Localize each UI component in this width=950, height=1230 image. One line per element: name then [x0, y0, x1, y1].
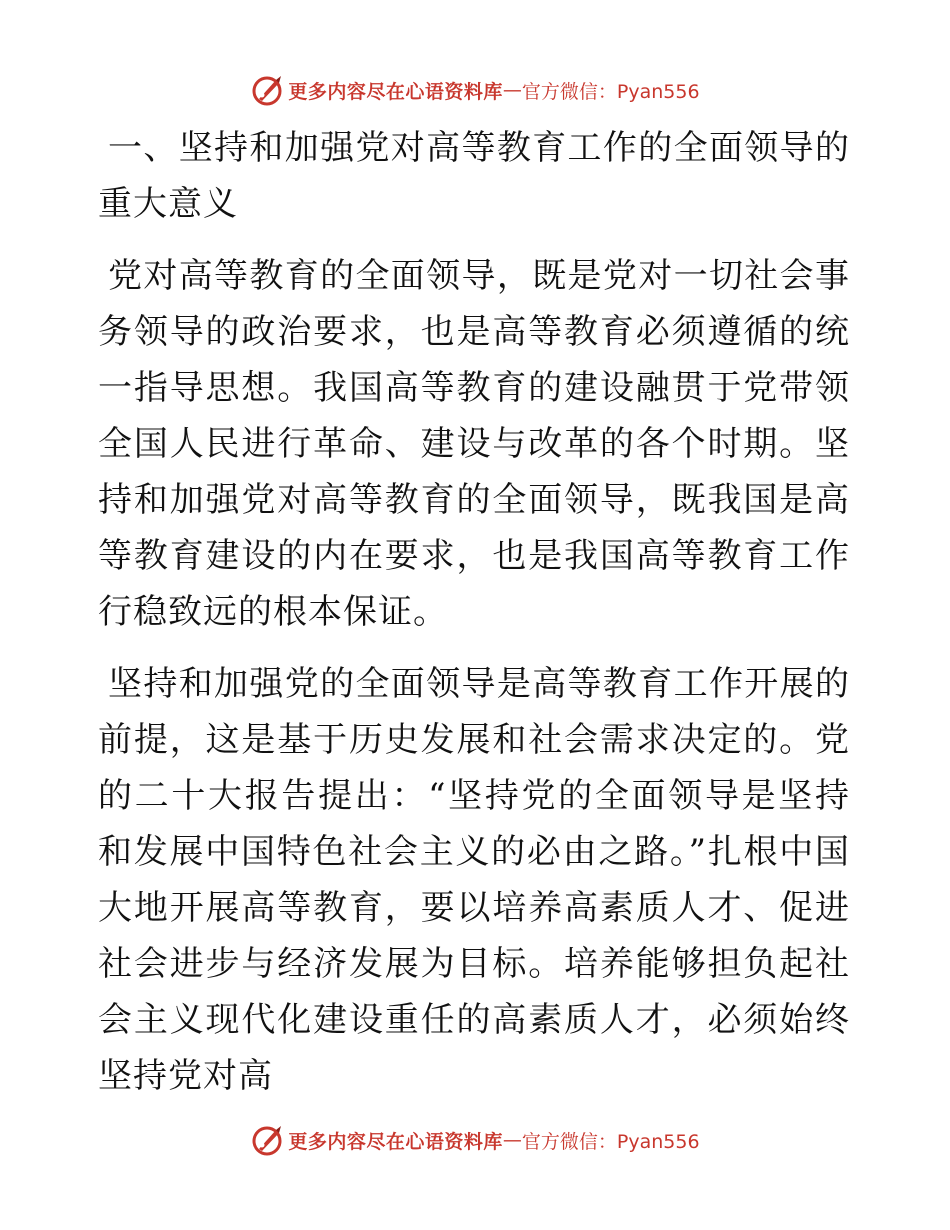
paragraph-1: 党对高等教育的全面领导，既是党对一切社会事务领导的政治要求，也是高等教育必须遵循的统一指导思想。我国高等教育的建设融贯于党带领全国人民进行革命、建设与改革的各个时期。坚持和加强党对高等教育的全面领导，既我国是高等教育建设的内在要求，也是我国高等教育工作行稳致远的根本保证。 — [98, 256, 850, 632]
banner-site-text: 更多内容尽在心语资料库 — [288, 80, 503, 103]
banner-separator: — — [502, 79, 522, 101]
banner-wechat-text: 官方微信：Pyan556 — [521, 1130, 700, 1153]
banner-separator: — — [502, 1129, 522, 1151]
section-heading: 一、坚持和加强党对高等教育工作的全面领导的重大意义 — [98, 128, 850, 224]
banner-site-text: 更多内容尽在心语资料库 — [288, 1130, 503, 1153]
quill-pen-logo-icon — [250, 73, 284, 107]
quill-pen-logo-icon — [250, 1123, 284, 1157]
footer-watermark-banner — [0, 1120, 950, 1160]
paragraph-2: 坚持和加强党的全面领导是高等教育工作开展的前提，这是基于历史发展和社会需求决定的。党的二十大报告提出：“坚持党的全面领导是坚持和发展中国特色社会主义的必由之路。”扎根中国大地开展高等教育，要以培养高素质人才、促进社会进步与经济发展为目标。培养能够担负起社会主义现代化建设重任的高素质人才，必须始终坚持党对高 — [98, 664, 850, 1096]
banner-wechat-text: 官方微信：Pyan556 — [521, 80, 700, 103]
header-watermark-banner — [0, 70, 950, 110]
document-body — [98, 120, 850, 1120]
